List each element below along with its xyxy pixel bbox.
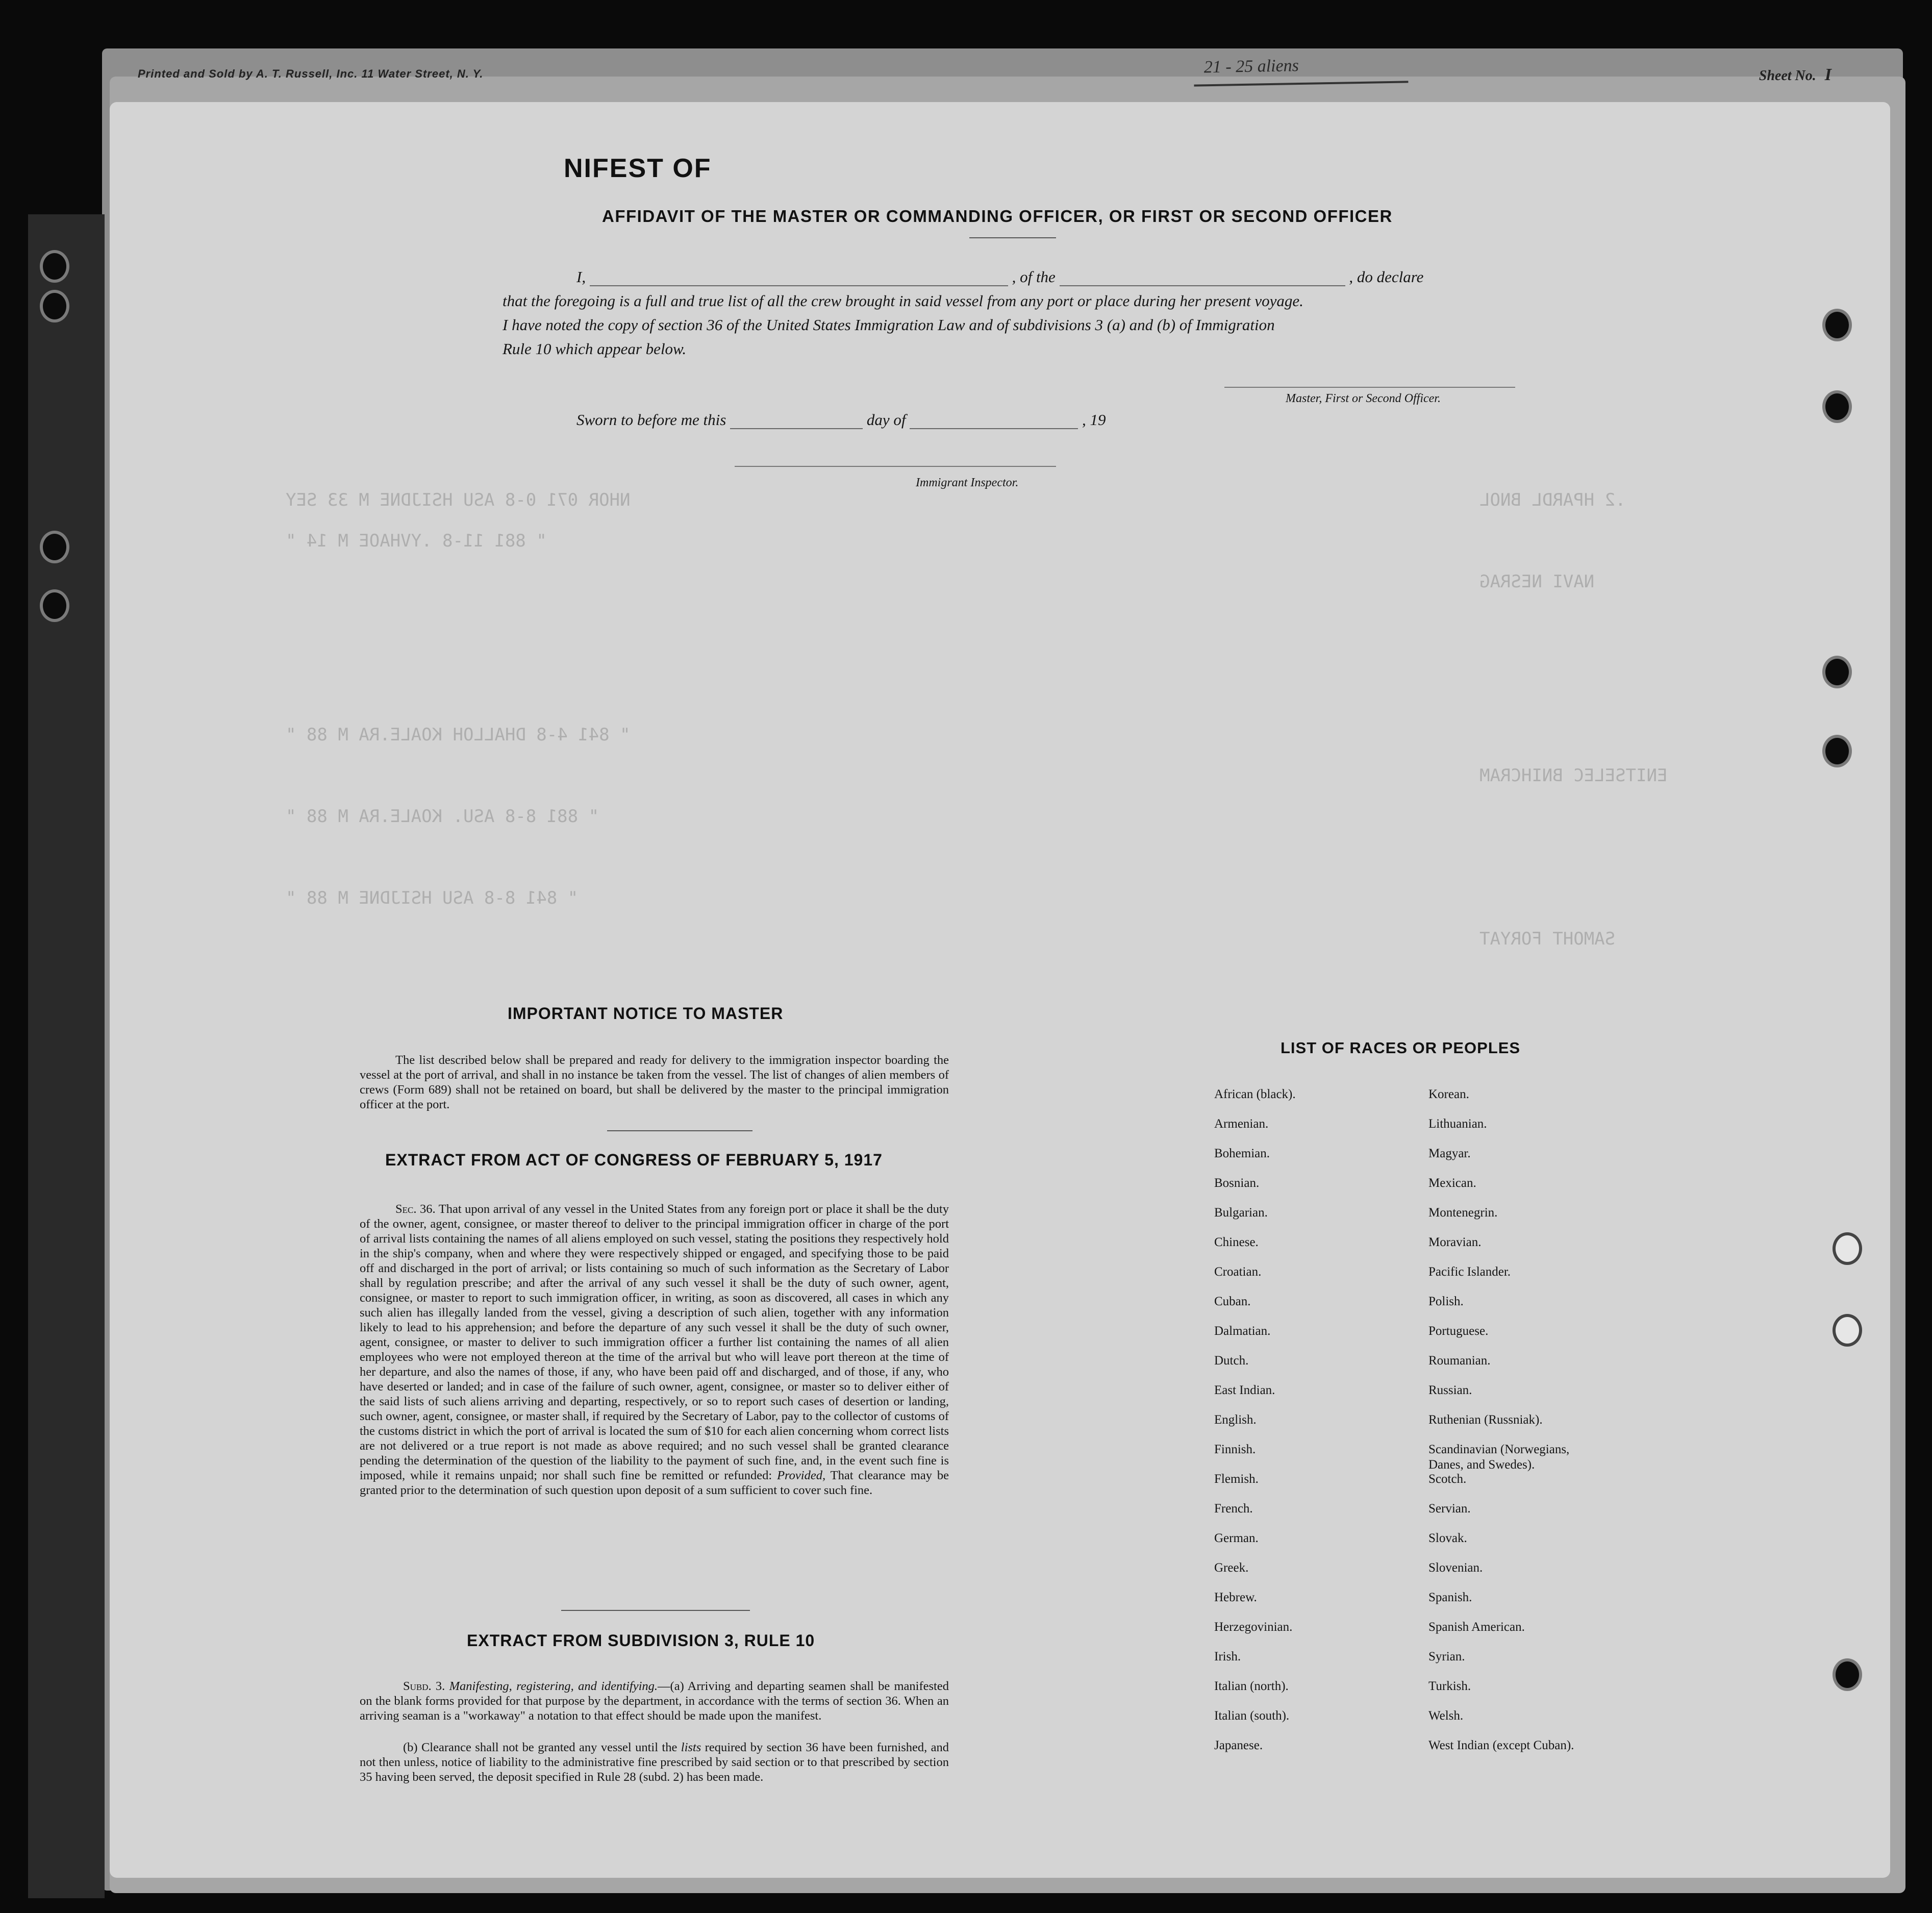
- bleed-through-text: " 841 4-8 DHALLOH KOALE.RA M 88 ": [286, 725, 631, 745]
- race-item: Greek.: [1214, 1561, 1249, 1575]
- bleed-through-text: .2 HPARDL BNOL: [1479, 490, 1626, 510]
- race-item: Roumanian.: [1428, 1354, 1491, 1368]
- race-item: Scandinavian (Norwegians, Danes, and Swedes).: [1428, 1443, 1570, 1472]
- top-strip: [138, 65, 1872, 86]
- race-item: Hebrew.: [1214, 1591, 1257, 1604]
- race-item: English.: [1214, 1413, 1257, 1427]
- bleed-through-text: " 841 8-8 ASU HSIJDNE M 88 ": [286, 888, 579, 908]
- race-item: Montenegrin.: [1428, 1206, 1498, 1220]
- race-item: Bosnian.: [1214, 1176, 1260, 1190]
- race-item: Irish.: [1214, 1650, 1241, 1663]
- notice-title: IMPORTANT NOTICE TO MASTER: [508, 1004, 784, 1023]
- race-item: French.: [1214, 1502, 1253, 1516]
- race-item: African (black).: [1214, 1087, 1296, 1101]
- act-title: EXTRACT FROM ACT OF CONGRESS OF FEBRUARY 5, 1917: [385, 1151, 883, 1169]
- notice-body: [360, 1053, 949, 1112]
- race-item: Syrian.: [1428, 1650, 1465, 1663]
- binding-hole: [1833, 1232, 1862, 1265]
- race-item: Finnish.: [1214, 1443, 1256, 1456]
- race-item: Moravian.: [1428, 1235, 1482, 1249]
- race-item: Turkish.: [1428, 1679, 1471, 1693]
- act-section-label: Sec. 36.: [395, 1202, 436, 1216]
- declaration-do-declare: , do declare: [1349, 268, 1424, 286]
- race-item: Flemish.: [1214, 1472, 1259, 1486]
- master-signature-line: [1224, 387, 1515, 388]
- race-item: German.: [1214, 1531, 1259, 1545]
- act-body: [360, 1202, 949, 1498]
- act-provided: Provided,: [777, 1469, 826, 1482]
- inspector-caption: Immigrant Inspector.: [916, 476, 1019, 489]
- vessel-blank[interactable]: [1060, 285, 1345, 286]
- affidavit-title: AFFIDAVIT OF THE MASTER OR COMMANDING OFFICER, OR FIRST OR SECOND OFFICER: [602, 207, 1393, 226]
- race-item: Dutch.: [1214, 1354, 1249, 1368]
- race-item: Welsh.: [1428, 1709, 1464, 1723]
- bleed-through-text: " 881 8-8 ASU. KOALE.RA M 88 ": [286, 806, 599, 827]
- races-column-1: [1214, 1087, 1418, 1768]
- act-body-end: That clearance may be granted prior to the determination of such question upon deposit of a sum sufficient to cover such fine.: [360, 1469, 949, 1497]
- month-blank[interactable]: [910, 428, 1078, 429]
- sheet-number: [1759, 65, 1831, 85]
- sheet-number-value: I: [1824, 65, 1831, 84]
- race-item: Bulgarian.: [1214, 1206, 1268, 1220]
- declaration-line-4: Rule 10 which appear below.: [503, 340, 687, 358]
- rule10-para-a: [360, 1679, 949, 1723]
- name-blank[interactable]: [590, 285, 1008, 286]
- race-item: Lithuanian.: [1428, 1117, 1487, 1131]
- declaration-line-3: I have noted the copy of section 36 of the United States Immigration Law and of subdivisions 3 (a) and (b) of Immigration: [503, 316, 1275, 334]
- race-item: Croatian.: [1214, 1265, 1262, 1279]
- race-item: Japanese.: [1214, 1738, 1263, 1752]
- rule10-para-b-lists: lists: [681, 1741, 701, 1754]
- divider: [561, 1610, 750, 1611]
- divider: [607, 1130, 752, 1131]
- race-item: Chinese.: [1214, 1235, 1259, 1249]
- rule10-para-b-start: (b) Clearance shall not be granted any vessel until the: [403, 1741, 678, 1754]
- manifest-title-fragment: NIFEST OF: [564, 154, 712, 183]
- binding-hole: [1822, 656, 1852, 688]
- race-item: Mexican.: [1428, 1176, 1476, 1190]
- bleed-through-text: " 881 11-8 .YVHAOE M 14 ": [286, 531, 547, 551]
- race-item: Slovak.: [1428, 1531, 1467, 1545]
- binding-hole: [40, 250, 69, 283]
- act-body-text: That upon arrival of any vessel in the United States from any foreign port or place it shall be the duty of the owner, agent, consignee, or master thereof to deliver to the principal immigration officer in charge of the port of arrival lists containing the names of all aliens employed on such vessel, stating the positions they respectively hold in the ship's company, when and where they were respectively shipped or engaged, and specifying those to be paid off and discharged in the port of arrival; or lists containing so much of such information as the Secretary of Labor shall by regulation prescribe; and after the arrival of any such vessel it shall be the duty of such owner, agent, consignee, or master to report to such immigration officer, in writing, as soon as discovered, all cases in which any such alien has illegally landed from the vessel, giving a description of such alien, together with any information likely to lead to his apprehension; and before the departure of any such vessel it shall be the duty of such owner, agent, consignee, or master to deliver to such immigration officer a further list containing the names of all alien employees who were not employed thereon at the time of the arrival but who will leave port thereon at the time of her departure, and also the names of those, if any, who have been paid off and discharged, and of those, if any, who have deserted or landed; and in case of the failure of such owner, agent, consignee, or master so to deliver either of the said lists of such aliens arriving and departing, respectively, or so to report such cases of desertion or landing, such owner, agent, consignee, or master shall, if required by the Secretary of Labor, pay to the collector of customs of the customs district in which the port of arrival is located the sum of $10 for each alien concerning whom correct lists are not delivered or a true report is not made as above required; and no such vessel shall be granted clearance pending the determination of the question of the liability to the payment of such fine, and, in the event such fine is imposed, while it remains unpaid; nor shall such fine be remitted or refunded:: [360, 1202, 949, 1482]
- declaration-line-2: that the foregoing is a full and true list of all the crew brought in said vessel from any port or place during her present voyage.: [503, 292, 1303, 310]
- declaration-i: I,: [576, 268, 586, 286]
- binding-hole: [40, 531, 69, 563]
- handwritten-note: [1194, 55, 1409, 86]
- sheet-number-label: Sheet No.: [1759, 68, 1816, 84]
- race-item: Dalmatian.: [1214, 1324, 1271, 1338]
- divider: [969, 237, 1056, 238]
- bleed-through-text: ENITSELEC BNIHCRAM: [1479, 765, 1668, 786]
- declaration-of-the: , of the: [1012, 268, 1056, 286]
- bleed-through-text: NAVI NESRAG: [1479, 572, 1595, 592]
- binding-hole: [1833, 1314, 1862, 1347]
- race-item: Slovenian.: [1428, 1561, 1483, 1575]
- race-item: East Indian.: [1214, 1383, 1275, 1397]
- bleed-through-text: SAMOHT FORYAT: [1479, 929, 1616, 949]
- race-item: Portuguese.: [1428, 1324, 1489, 1338]
- sworn-text: Sworn to before me this: [576, 411, 726, 429]
- rule10-subd-label: Subd. 3.: [403, 1679, 445, 1693]
- binding-hole: [1822, 735, 1852, 767]
- rule10-title: EXTRACT FROM SUBDIVISION 3, RULE 10: [467, 1631, 815, 1650]
- rule10-subd-italic: Manifesting, registering, and identifying.: [449, 1679, 658, 1693]
- race-item: Pacific Islander.: [1428, 1265, 1511, 1279]
- race-item: Korean.: [1428, 1087, 1469, 1101]
- day-of-text: day of: [866, 411, 906, 429]
- notice-body-text: The list described below shall be prepared and ready for delivery to the immigration inspector boarding the vessel at the port of arrival, and shall in no instance be taken from the vessel. The list of changes of alien members of crews (Form 689) shall not be retained on board, but shall be delivered by the master to the principal immigration officer at the port.: [360, 1053, 949, 1111]
- race-item: Ruthenian (Russniak).: [1428, 1413, 1543, 1427]
- race-item: Cuban.: [1214, 1295, 1251, 1308]
- binding-hole: [40, 290, 69, 322]
- binding-hole: [1822, 309, 1852, 341]
- master-caption: Master, First or Second Officer.: [1286, 392, 1441, 405]
- race-item: Magyar.: [1428, 1147, 1471, 1160]
- race-item: Italian (south).: [1214, 1709, 1290, 1723]
- race-item: Italian (north).: [1214, 1679, 1289, 1693]
- race-item: West Indian (except Cuban).: [1428, 1738, 1574, 1752]
- race-item: Herzegovinian.: [1214, 1620, 1293, 1634]
- binding-hole: [1822, 390, 1852, 423]
- race-item: Spanish.: [1428, 1591, 1472, 1604]
- race-item: Scotch.: [1428, 1472, 1467, 1486]
- declaration-line-1: [576, 268, 1423, 286]
- race-item: Russian.: [1428, 1383, 1472, 1397]
- handwritten-note-text: 21 - 25 aliens: [1203, 56, 1299, 77]
- rule10-para-b-end: required by section 36 have been furnished, and not then unless, notice of liability to the administrative fine prescribed by said section or to that prescribed by section 35 having been served, the deposit specified in Rule 28 (subd. 2) has been made.: [360, 1741, 949, 1784]
- races-title: LIST OF RACES OR PEOPLES: [1281, 1039, 1521, 1057]
- binding-hole: [40, 589, 69, 622]
- sworn-line: [576, 411, 1106, 429]
- race-item: Polish.: [1428, 1295, 1464, 1308]
- race-item: Armenian.: [1214, 1117, 1269, 1131]
- year-text: , 19: [1082, 411, 1106, 429]
- rule10-para-a-text: —(a) Arriving and departing seamen shall be manifested on the blank forms provided for that purpose by the department, in accordance with the terms of section 36. When an arriving seaman is a "workaway" a notation to that effect should be made upon the manifest.: [360, 1679, 949, 1723]
- races-column-2: [1428, 1087, 1633, 1768]
- inspector-signature-line: [735, 466, 1056, 467]
- printer-credit: Printed and Sold by A. T. Russell, Inc. 11 Water Street, N. Y.: [138, 67, 484, 80]
- rule10-para-b: [360, 1740, 949, 1784]
- race-item: Servian.: [1428, 1502, 1471, 1516]
- bleed-through-text: NHOR 071 0-8 ASU HSIJDNE M 33 SEY: [286, 490, 631, 510]
- binding-edge: [28, 214, 105, 1898]
- race-item: Bohemian.: [1214, 1147, 1270, 1160]
- day-blank[interactable]: [730, 428, 863, 429]
- binding-hole: [1833, 1658, 1862, 1691]
- race-item: Spanish American.: [1428, 1620, 1525, 1634]
